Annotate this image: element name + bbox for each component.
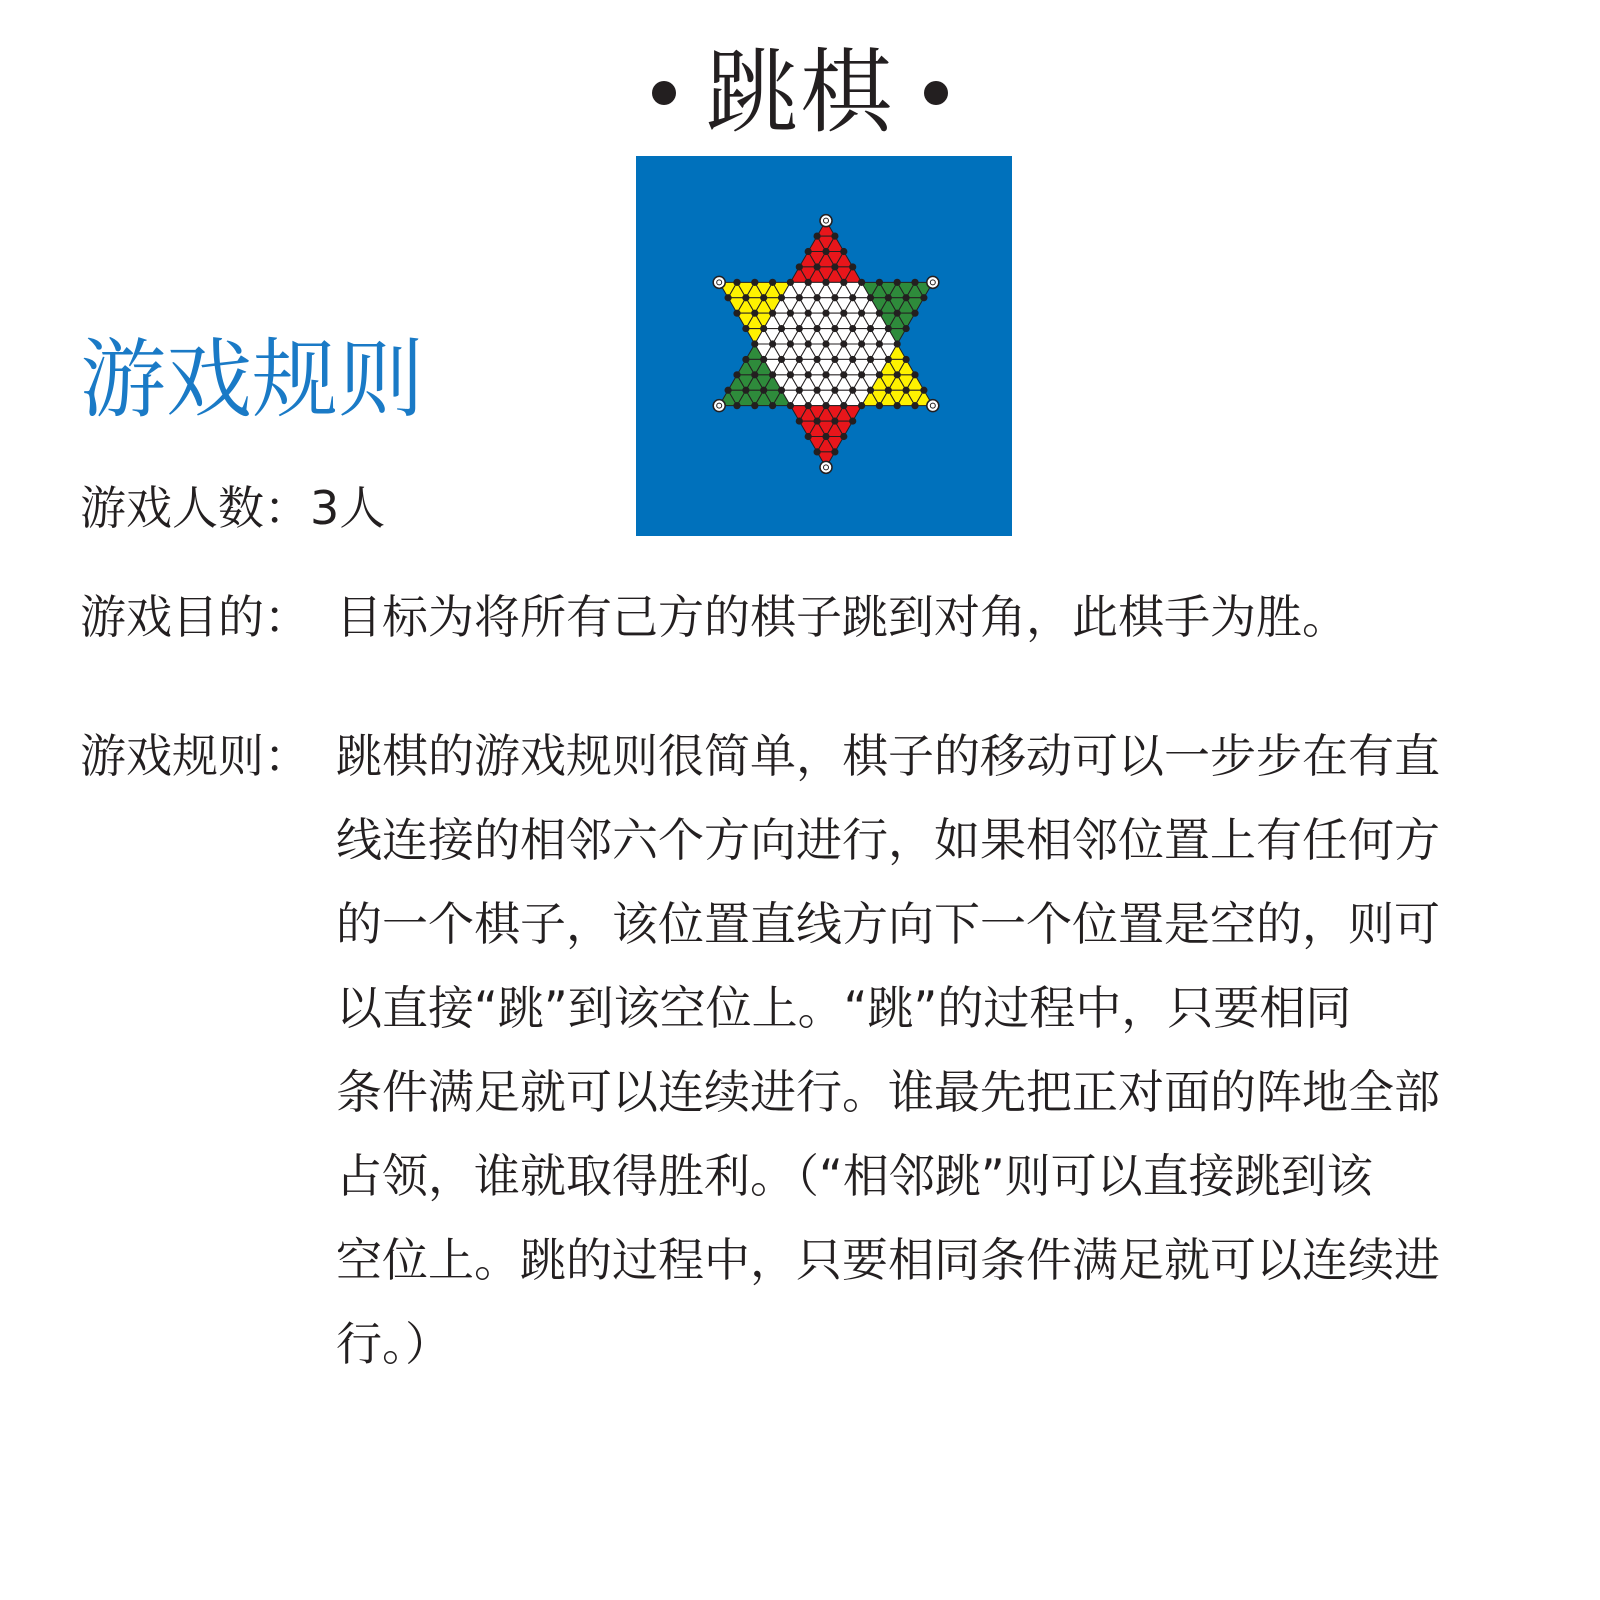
- board-hole: [876, 371, 883, 378]
- board-hole: [858, 371, 865, 378]
- board-hole: [849, 387, 856, 394]
- board-hole: [849, 263, 856, 270]
- board-hole: [778, 325, 785, 332]
- goal-label: 游戏目的：: [80, 590, 310, 644]
- board-hole: [814, 448, 821, 455]
- board-corner-hole-inner: [824, 465, 829, 470]
- board-hole: [725, 294, 732, 301]
- board-hole: [787, 310, 794, 317]
- board-hole: [742, 325, 749, 332]
- board-hole: [769, 402, 776, 409]
- board-hole: [894, 340, 901, 347]
- title-text: 跳棋: [705, 39, 894, 146]
- board-hole: [849, 325, 856, 332]
- board-hole: [831, 356, 838, 363]
- board-hole: [831, 263, 838, 270]
- board-hole: [796, 356, 803, 363]
- board-hole: [787, 279, 794, 286]
- board-hole: [831, 325, 838, 332]
- board-hole: [903, 294, 910, 301]
- board-hole: [796, 263, 803, 270]
- board-hole: [885, 356, 892, 363]
- board-hole: [885, 387, 892, 394]
- board-hole: [867, 356, 874, 363]
- board-hole: [822, 433, 829, 440]
- board-hole: [920, 387, 927, 394]
- board-hole: [814, 325, 821, 332]
- rules-label: 游戏规则：: [80, 729, 310, 783]
- board-hole: [822, 340, 829, 347]
- board-hole: [778, 294, 785, 301]
- board-hole: [778, 387, 785, 394]
- board-hole: [831, 294, 838, 301]
- board-hole: [911, 310, 918, 317]
- board-hole: [840, 340, 847, 347]
- board-hole: [920, 294, 927, 301]
- board-hole: [903, 387, 910, 394]
- rules-line: 跳棋的游戏规则很简单，棋子的移动可以一步步在有直: [336, 729, 1440, 783]
- board-hole: [840, 310, 847, 317]
- board-hole: [822, 248, 829, 255]
- board-hole: [733, 402, 740, 409]
- players-value: 3人: [310, 481, 386, 535]
- board-hole: [831, 387, 838, 394]
- board-hole: [840, 433, 847, 440]
- board-hole: [760, 356, 767, 363]
- board-hole: [876, 340, 883, 347]
- board-hole: [805, 279, 812, 286]
- board-hole: [760, 325, 767, 332]
- board-hole: [733, 310, 740, 317]
- board-hole: [769, 371, 776, 378]
- board-hole: [858, 279, 865, 286]
- board-hole: [796, 417, 803, 424]
- board-hole: [814, 417, 821, 424]
- board-hole: [911, 402, 918, 409]
- goal-text: 目标为将所有己方的棋子跳到对角，此棋手为胜。: [336, 590, 1348, 644]
- board-hole: [760, 387, 767, 394]
- board-hole: [751, 371, 758, 378]
- goal-row: [80, 575, 1348, 659]
- board-hole: [725, 387, 732, 394]
- board-hole: [876, 310, 883, 317]
- board-hole: [840, 279, 847, 286]
- section-heading: 游戏规则: [80, 330, 424, 430]
- board-hole: [885, 325, 892, 332]
- board-hole: [796, 294, 803, 301]
- board-hole: [903, 325, 910, 332]
- board-hole: [822, 279, 829, 286]
- board-hole: [805, 310, 812, 317]
- chinese-checkers-board: [636, 156, 1012, 536]
- board-hole: [876, 402, 883, 409]
- board-hole: [814, 294, 821, 301]
- board-hole: [849, 294, 856, 301]
- board-hole: [822, 371, 829, 378]
- rules-line: 以直接“跳”到该空位上。“跳”的过程中，只要相同: [336, 981, 1352, 1035]
- board-hole: [840, 371, 847, 378]
- board-hole: [867, 294, 874, 301]
- players-row: [80, 466, 385, 550]
- board-hole: [742, 294, 749, 301]
- board-hole: [858, 402, 865, 409]
- board-hole: [858, 310, 865, 317]
- board-hole: [814, 356, 821, 363]
- board-hole: [805, 402, 812, 409]
- board-hole: [911, 279, 918, 286]
- board-corner-hole-inner: [930, 403, 935, 408]
- players-label: 游戏人数：: [80, 481, 310, 535]
- rules-row: [80, 714, 1496, 1386]
- board-hole: [849, 417, 856, 424]
- board-hole: [831, 232, 838, 239]
- board-hole: [911, 371, 918, 378]
- board-hole: [751, 340, 758, 347]
- board-hole: [751, 279, 758, 286]
- rules-line: 空位上。跳的过程中，只要相同条件满足就可以连续进: [336, 1233, 1440, 1287]
- board-hole: [814, 387, 821, 394]
- board-hole: [742, 387, 749, 394]
- board-hole: [867, 387, 874, 394]
- rules-line: 的一个棋子，该位置直线方向下一个位置是空的，则可: [336, 897, 1440, 951]
- board-hole: [894, 279, 901, 286]
- board-hole: [796, 325, 803, 332]
- board-hole: [822, 402, 829, 409]
- rules-text: [336, 714, 1496, 1386]
- board-hole: [903, 356, 910, 363]
- board-hole: [885, 294, 892, 301]
- board-hole: [778, 356, 785, 363]
- rules-line: 行。）: [336, 1317, 451, 1371]
- rules-line: 条件满足就可以连续进行。谁最先把正对面的阵地全部: [336, 1065, 1440, 1119]
- board-hole: [751, 310, 758, 317]
- board-corner-hole-inner: [717, 403, 722, 408]
- board-illustration: [636, 156, 1012, 536]
- board-hole: [894, 310, 901, 317]
- board-hole: [849, 356, 856, 363]
- board-hole: [751, 402, 758, 409]
- board-hole: [769, 340, 776, 347]
- bullet-dot-right: [924, 81, 948, 105]
- board-hole: [814, 263, 821, 270]
- rules-line: 线连接的相邻六个方向进行，如果相邻位置上有任何方: [336, 813, 1440, 867]
- board-hole: [769, 279, 776, 286]
- board-hole: [805, 340, 812, 347]
- board-hole: [742, 356, 749, 363]
- board-hole: [805, 371, 812, 378]
- board-corner-hole-inner: [930, 280, 935, 285]
- board-corner-hole-inner: [824, 218, 829, 223]
- board-hole: [876, 279, 883, 286]
- board-hole: [867, 325, 874, 332]
- board-hole: [787, 402, 794, 409]
- board-hole: [760, 294, 767, 301]
- board-hole: [840, 402, 847, 409]
- board-hole: [894, 371, 901, 378]
- board-hole: [769, 310, 776, 317]
- board-hole: [840, 248, 847, 255]
- board-hole: [822, 310, 829, 317]
- board-hole: [805, 433, 812, 440]
- board-hole: [787, 371, 794, 378]
- board-corner-hole-inner: [717, 280, 722, 285]
- board-hole: [796, 387, 803, 394]
- board-hole: [787, 340, 794, 347]
- board-hole: [733, 371, 740, 378]
- page-title: [0, 38, 1600, 148]
- board-hole: [831, 417, 838, 424]
- board-hole: [894, 402, 901, 409]
- board-hole: [831, 448, 838, 455]
- board-hole: [733, 279, 740, 286]
- board-hole: [858, 340, 865, 347]
- rules-line: 占领，谁就取得胜利。（“相邻跳”则可以直接跳到该: [336, 1149, 1373, 1203]
- bullet-dot-left: [652, 81, 676, 105]
- board-hole: [805, 248, 812, 255]
- board-hole: [814, 232, 821, 239]
